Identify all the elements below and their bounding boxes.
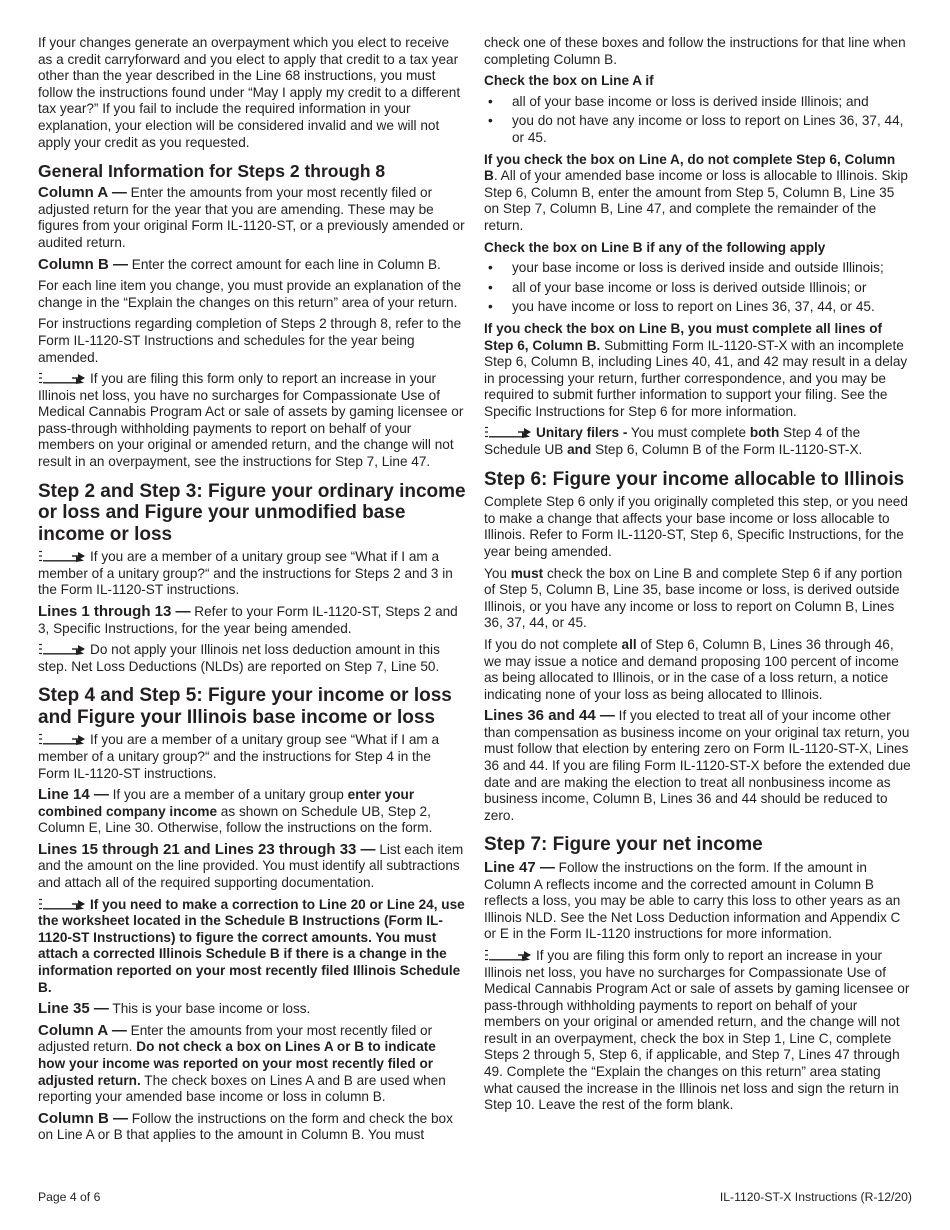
column-a-line35-paragraph: Column A — Enter the amounts from your most recently filed or adjusted return. Do not check a box on Lines A or B to indicate how your income was reported on your most recently filed or adjusted return. The check boxes on Lines A and B are used when reporting your amended base income or loss in column B.: [38, 1021, 446, 1105]
note-unitary-step4: If you are a member of a unitary group see “What if I am a member of a unitary group?“ and the instructions for Step 4 in the Form IL-1120-ST instructions.: [38, 732, 440, 781]
explain-paragraph: For each line item you change, you must provide an explanation of the change in the “Explain the changes on this return” area of your return.: [38, 278, 462, 310]
lines-15-33-paragraph: Lines 15 through 21 and Lines 23 through 33 — List each item and the amount on the line provided. You must identify all subtractions and attach all of the required supporting documentation.: [38, 840, 464, 891]
note-nld: Do not apply your Illinois net loss deduction amount in this step. Net Loss Deductions (NLDs) are reported on Step 7, Line 50.: [38, 642, 440, 674]
line-35-paragraph: Line 35 — This is your base income or loss.: [38, 1000, 311, 1018]
lines-1-13-paragraph: Lines 1 through 13 — Refer to your Form IL-1120-ST, Steps 2 and 3, Specific Instructions, for the year being amended.: [38, 602, 458, 636]
page-number: Page 4 of 6: [38, 1190, 101, 1204]
step-6-paragraph-3: If you do not complete all of Step 6, Column B, Lines 36 through 46, we may issue a notice and demand proposing 100 percent of income as being allocated to Illinois, or in the case of a loss return, a notice indicating none of your loss as being allocated to Illinois.: [484, 636, 899, 702]
note-icon: [38, 898, 86, 910]
line-14-paragraph: Line 14 — If you are a member of a unitary group enter your combined company income as shown on Schedule UB, Step 2, Column E, Line 30. Otherwise, follow the instructions on the form.: [38, 786, 433, 836]
step-2-3-heading: Step 2 and Step 3: Figure your ordinary income or loss and Figure your unmodified base income or loss: [38, 480, 466, 545]
list-item: • you do not have any income or loss to report on Lines 36, 37, 44, or 45.: [488, 113, 904, 145]
note-net-loss: If you are filing this form only to report an increase in your Illinois net loss, you have no surcharges for Compassionate Use of Medical Cannabis Program Act or sale of assets by gaming licensee or pass-through withholding payments to report on behalf of your members on your original or amended return, and the change will not result in an overpayment, see the instructions for Step 7, Line 47.: [38, 371, 464, 470]
column-a-paragraph: Column A — Enter the amounts from your most recently filed or adjusted return for the year that you are amending. These may be figures from your original Form IL-1120-ST, or a previously amended or audited return.: [38, 184, 465, 250]
column-b-line35-paragraph: Column B — Follow the instructions on the form and check the box on Line A or B that applies to the amount in Column B. You must: [38, 1109, 453, 1143]
check-line-b-heading: Check the box on Line B if any of the following apply: [484, 239, 826, 255]
step-6-heading: Step 6: Figure your income allocable to Illinois: [484, 468, 905, 490]
check-line-a-heading: Check the box on Line A if: [484, 73, 654, 89]
if-line-b-paragraph: If you check the box on Line B, you must complete all lines of Step 6, Column B. Submitting Form IL-1120-ST-X with an incomplete Step 6, Column B, including Lines 40, 41, and 42 may result in a delay in processing your return, further correspondence, and you may be required to submit further information to support your filing. See the Specific Instructions for Step 6 for more information.: [484, 320, 908, 419]
lines-36-44-paragraph: Lines 36 and 44 — If you elected to treat all of your income other than compensation as business income on your original tax return, you must follow that election by entering zero on Form IL-1120-ST-X, Lines 36 and 44. If you are filing Form IL-1120-ST-X before the extended due date and are making the election to treat all nonbusiness income as business income, Column B, Lines 36 and 44 should be reduced to zero.: [484, 707, 911, 823]
note-icon: [484, 949, 532, 961]
step-6-paragraph-1: Complete Step 6 only if you originally completed this step, or you need to make a change that affects your base income or loss allocable to Illinois. Refer to Form IL-1120-ST, Step 6, Specific Instructions, for the year being amended.: [484, 494, 908, 559]
general-info-heading: General Information for Steps 2 through 8: [38, 161, 386, 182]
column-b-paragraph: Column B — Enter the correct amount for each line in Column B.: [38, 255, 441, 273]
note-net-loss-increase: If you are filing this form only to report an increase in your Illinois net loss, you have no surcharges for Compassionate Use of Medical Cannabis Program Act or sale of assets by gaming licensee or pass-through withholding payments to report on behalf of your members on your original or amended return, and the change will not result in an overpayment, check the box in Step 1, Line C, complete Steps 2 through 5, Step 6, if applicable, and Step 7, Lines 47 through 49. Complete the “Explain the changes on this return” area stating what caused the increase in the Illinois net loss and sign the return in Step 10. Leave the rest of the form blank.: [484, 947, 910, 1113]
step-4-5-heading: Step 4 and Step 5: Figure your income or loss and Figure your Illinois base income or loss: [38, 685, 452, 728]
left-column: [38, 35, 466, 1149]
intro-paragraph: If your changes generate an overpayment which you elect to receive as a credit carryforward and you elect to apply that credit to a tax year other than the year described in the Line 68 instructions, you must follow the instructions found under “May I apply my credit to a different tax year?” If you fail to include the required information in your explanation, your election will be considered invalid and we will not apply your credit as you requested.: [38, 35, 461, 150]
note-icon: [38, 372, 86, 384]
continued-paragraph: check one of these boxes and follow the instructions for that line when completing Column B.: [484, 35, 906, 67]
list-item: • all of your base income or loss is derived inside Illinois; and: [488, 93, 869, 109]
note-icon: [38, 550, 86, 562]
note-schedule-b: If you need to make a correction to Line 20 or Line 24, use the worksheet located in the Schedule B Instructions (Form IL-1120-ST Instructions) to figure the correct amounts. You must attach a corrected Illinois Schedule B if there is a change in the information reported on your most recently filed Illinois Schedule B.: [38, 896, 465, 995]
line-47-paragraph: Line 47 — Follow the instructions on the form. If the amount in Column A reflects income and the corrected amount in Column B reflects a loss, you may be able to carry this loss to other years as an Illinois NLD. See the Net Loss Deduction information and Appendix C or E in the Form IL-1120 instructions for more information.: [484, 858, 901, 942]
note-unitary-filers: Unitary filers - You must complete both Step 4 of the Schedule UB and Step 6, Column B of the Form IL-1120-ST-X.: [484, 425, 863, 458]
list-item: • all of your base income or loss is derived outside Illinois; or: [488, 279, 867, 295]
check-line-a-list: [484, 94, 912, 147]
note-icon: [38, 643, 86, 655]
note-unitary-step23: If you are a member of a unitary group see “What if I am a member of a unitary group?“ and the instructions for Steps 2 and 3 in the Form IL-1120-ST instructions.: [38, 549, 453, 598]
form-identifier: IL-1120-ST-X Instructions (R-12/20): [719, 1190, 912, 1204]
check-line-b-list: [484, 260, 912, 316]
list-item: • you have income or loss to report on Lines 36, 37, 44, or 45.: [488, 299, 875, 315]
instructions-paragraph: For instructions regarding completion of Steps 2 through 8, refer to the Form IL-1120-ST Instructions and schedules for the year being amended.: [38, 316, 462, 365]
step-7-heading: Step 7: Figure your net income: [484, 834, 763, 856]
right-column: [484, 35, 912, 1119]
list-item: • your base income or loss is derived inside and outside Illinois;: [488, 260, 884, 276]
step-6-paragraph-2: You must check the box on Line B and complete Step 6 if any portion of Step 5, Column B, Line 35, base income or loss, is derived outside Illinois, or you have any income or loss to report on Column B, Lines 36, 37, 44, or 45.: [484, 565, 903, 631]
note-icon: [484, 426, 532, 438]
if-line-a-paragraph: If you check the box on Line A, do not complete Step 6, Column B. All of your amended base income or loss is allocable to Illinois. Skip Step 6, Column B, enter the amount from Step 5, Column B, Line 35 on Step 7, Column B, Line 47, and complete the remainder of the return.: [484, 151, 908, 233]
note-icon: [38, 733, 86, 745]
